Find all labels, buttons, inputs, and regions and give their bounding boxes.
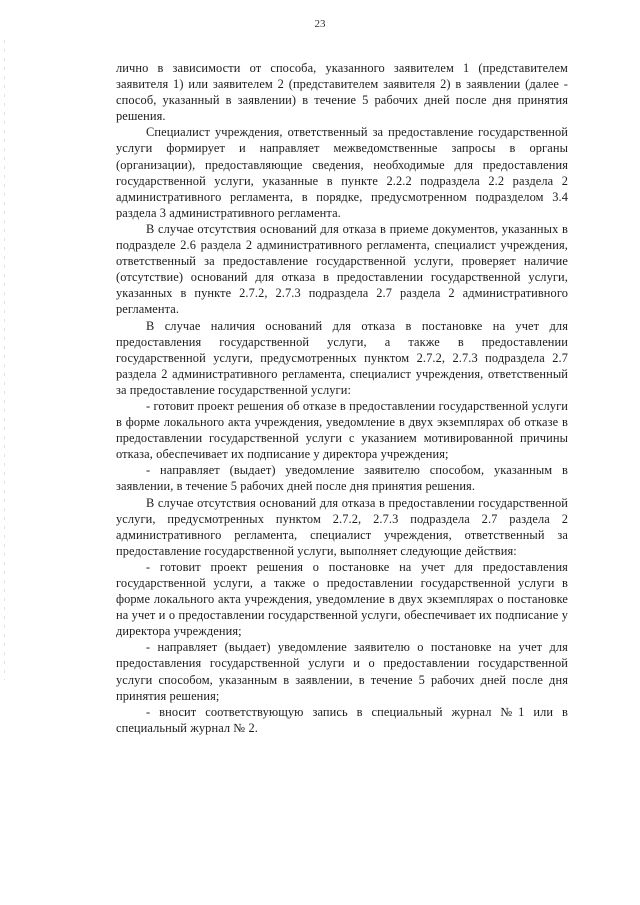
list-item-refusal-draft: - готовит проект решения об отказе в предоставлении государственной услуги в форме локального акта учреждения, уведомление в двух экземплярах об отказе в предоставлении государственной услуги с указанием мотивированной причины отказа, обеспечивает их подписание у директора учреждения; xyxy=(116,398,568,462)
list-item-approval-draft: - готовит проект решения о постановке на учет для предоставления государственной услуги, а также о предоставлении государственной услуги в форме локального акта учреждения, уведомление в двух экземплярах о постановке на учет и о предоставлении государственной услуги, обеспечивает их подписание у директора учреждения; xyxy=(116,559,568,639)
paragraph-continuation: лично в зависимости от способа, указанного заявителем 1 (представителем заявителя 1) или заявителем 2 (представителем заявителя 2) в заявлении (далее - способ, указанный в заявлении) в течение 5 рабочих дней после дня принятия решения. xyxy=(116,61,568,124)
paragraph-grounds-for-refusal: В случае наличия оснований для отказа в постановке на учет для предоставления государственной услуги, а также в предоставлении государственной услуги, предусмотренных пунктом 2.7.2, 2.7.3 подраздела 2.7 раздела 2 административного регламента, специалист учреждения, ответственный за предоставление государственной услуги: xyxy=(116,318,568,397)
paragraph-no-grounds-refusal-service: В случае отсутствия оснований для отказа в предоставлении государственной услуги, предусмотренных пунктом 2.7.2, 2.7.3 подраздела 2.7 раздела 2 административного регламента, специалист учреждения, ответственный за предоставление государственной услуги, выполняет следующие действия: xyxy=(116,495,568,558)
scan-margin-artifact xyxy=(4,40,5,680)
paragraph-interagency-requests: Специалист учреждения, ответственный за предоставление государственной услуги формирует и направляет межведомственные запросы в органы (организации), предоставляющие сведения, необходимые для предоставления государственной услуги, указанные в пункте 2.2.2 подраздела 2.2 раздела 2 административного регламента, в порядке, предусмотренном подразделом 3.4 раздела 3 административного регламента. xyxy=(116,125,568,220)
paragraph-no-grounds-refusal-acceptance: В случае отсутствия оснований для отказа в приеме документов, указанных в подразделе 2.6 раздела 2 административного регламента, специалист учреждения, ответственный за предоставление государственной услуги, проверяет наличие (отсутствие) оснований для отказа в предоставлении государственной услуги, указанных в пункте 2.7.2, 2.7.3 подраздела 2.7 раздела 2 административного регламента. xyxy=(116,221,568,317)
list-item-journal-entry: - вносит соответствующую запись в специальный журнал №1 или в специальный журнал № 2. xyxy=(116,704,568,735)
list-item-refusal-notice: - направляет (выдает) уведомление заявителю способом, указанным в заявлении, в течение 5 рабочих дней после дня принятия решения. xyxy=(116,463,568,494)
page-number: 23 xyxy=(314,18,326,30)
document-body xyxy=(116,60,568,736)
list-item-approval-notice: - направляет (выдает) уведомление заявителю о постановке на учет для предоставления государственной услуги и о предоставлении государственной услуги способом, указанным в заявлении, в течение 5 рабочих дней после дня принятия решения; xyxy=(116,640,568,703)
